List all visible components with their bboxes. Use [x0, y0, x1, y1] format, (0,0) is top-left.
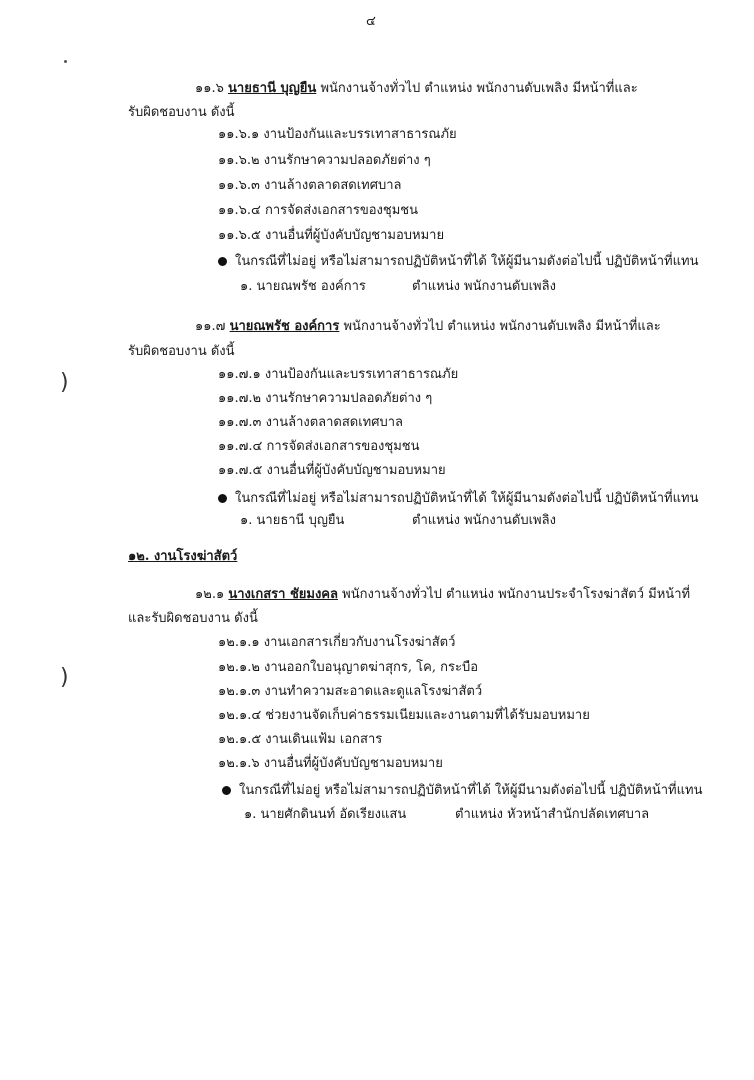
- page-number: ๔: [366, 14, 376, 29]
- person-name: นายธานี บุญยืน: [228, 81, 317, 96]
- person-name: นางเกสรา ชัยมงคล: [228, 587, 338, 602]
- section-11-6-heading: [195, 80, 638, 98]
- duty-item: ๑๒.๑.๑ งานเอกสารเกี่ยวกับงานโรงฆ่าสัตว์: [218, 635, 456, 650]
- scan-speck: [64, 60, 67, 63]
- duty-item: ๑๑.๖.๒ งานรักษาความปลอดภัยต่าง ๆ: [218, 153, 431, 168]
- substitute-name: ๑. นายศักดินนท์ อัดเรียงแสน: [244, 807, 407, 822]
- section-number: ๑๒.๑: [195, 587, 225, 602]
- duty-item: ๑๑.๗.๕ งานอื่นที่ผู้บังคับบัญชามอบหมาย: [218, 463, 446, 478]
- note-text: ในกรณีที่ไม่อยู่ หรือไม่สามารถปฏิบัติหน้าที่ได้ ให้ผู้มีนามดังต่อไปนี้ ปฏิบัติหน้าที่แทน: [235, 254, 699, 269]
- duty-item: ๑๑.๖.๓ งานล้างตลาดสดเทศบาล: [218, 178, 402, 193]
- section-12-1-cont: และรับผิดชอบงาน ดังนี้: [128, 611, 258, 626]
- section-number: ๑๑.๖: [195, 81, 224, 96]
- margin-mark: ): [60, 665, 69, 690]
- duty-item: ๑๑.๖.๑ งานป้องกันและบรรเทาสาธารณภัย: [218, 127, 457, 142]
- substitute-position: ตำแหน่ง พนักงานดับเพลิง: [412, 513, 556, 528]
- duty-item: ๑๒.๑.๕ งานเดินแฟ้ม เอกสาร: [218, 732, 383, 747]
- duty-item: ๑๑.๗.๒ งานรักษาความปลอดภัยต่าง ๆ: [218, 391, 433, 406]
- section-12-1-heading: [195, 586, 690, 604]
- substitute-position: ตำแหน่ง พนักงานดับเพลิง: [412, 279, 556, 294]
- substitute-note: [218, 253, 698, 271]
- duty-description: พนักงานจ้างทั่วไป ตำแหน่ง พนักงานดับเพลิง มีหน้าที่และ: [320, 81, 638, 96]
- substitute-name: ๑. นายธานี บุญยืน: [240, 513, 345, 528]
- section-number: ๑๑.๗: [195, 319, 226, 334]
- duty-description: พนักงานจ้างทั่วไป ตำแหน่ง พนักงานดับเพลิง มีหน้าที่และ: [343, 319, 661, 334]
- duty-description: พนักงานจ้างทั่วไป ตำแหน่ง พนักงานประจำโรงฆ่าสัตว์ มีหน้าที่: [342, 587, 691, 602]
- bullet-icon: [218, 257, 227, 266]
- duty-item: ๑๑.๗.๓ งานล้างตลาดสดเทศบาล: [218, 415, 404, 430]
- substitute-note: [218, 490, 698, 508]
- duty-item: ๑๒.๑.๖ งานอื่นที่ผู้บังคับบัญชามอบหมาย: [218, 756, 443, 771]
- bullet-icon: [218, 494, 227, 503]
- substitute-note: [222, 782, 702, 800]
- section-11-7-heading: [195, 318, 661, 336]
- duty-item: ๑๒.๑.๓ งานทำความสะอาดและดูแลโรงฆ่าสัตว์: [218, 684, 483, 699]
- margin-mark: ): [60, 370, 69, 395]
- duty-item: ๑๑.๖.๕ งานอื่นที่ผู้บังคับบัญชามอบหมาย: [218, 228, 445, 243]
- bullet-icon: [222, 786, 231, 795]
- person-name: นายณพรัช องค์การ: [229, 319, 340, 334]
- duty-item: ๑๑.๖.๔ การจัดส่งเอกสารของชุมชน: [218, 203, 418, 218]
- substitute-name: ๑. นายณพรัช องค์การ: [240, 279, 366, 294]
- substitute-position: ตำแหน่ง หัวหน้าสำนักปลัดเทศบาล: [455, 807, 650, 822]
- duty-item: ๑๒.๑.๔ ช่วยงานจัดเก็บค่าธรรมเนียมและงานตามที่ได้รับมอบหมาย: [218, 708, 590, 723]
- duty-item: ๑๑.๗.๑ งานป้องกันและบรรเทาสาธารณภัย: [218, 367, 459, 382]
- section-11-6-cont: รับผิดชอบงาน ดังนี้: [128, 105, 235, 120]
- note-text: ในกรณีที่ไม่อยู่ หรือไม่สามารถปฏิบัติหน้าที่ได้ ให้ผู้มีนามดังต่อไปนี้ ปฏิบัติหน้าที่แทน: [239, 783, 703, 798]
- duty-item: ๑๒.๑.๒ งานออกใบอนุญาตฆ่าสุกร, โค, กระบือ: [218, 660, 479, 675]
- duty-item: ๑๑.๗.๔ การจัดส่งเอกสารของชุมชน: [218, 439, 420, 454]
- section-12-heading: ๑๒. งานโรงฆ่าสัตว์: [128, 549, 238, 564]
- section-11-7-cont: รับผิดชอบงาน ดังนี้: [128, 344, 235, 359]
- note-text: ในกรณีที่ไม่อยู่ หรือไม่สามารถปฏิบัติหน้าที่ได้ ให้ผู้มีนามดังต่อไปนี้ ปฏิบัติหน้าที่แทน: [235, 491, 699, 506]
